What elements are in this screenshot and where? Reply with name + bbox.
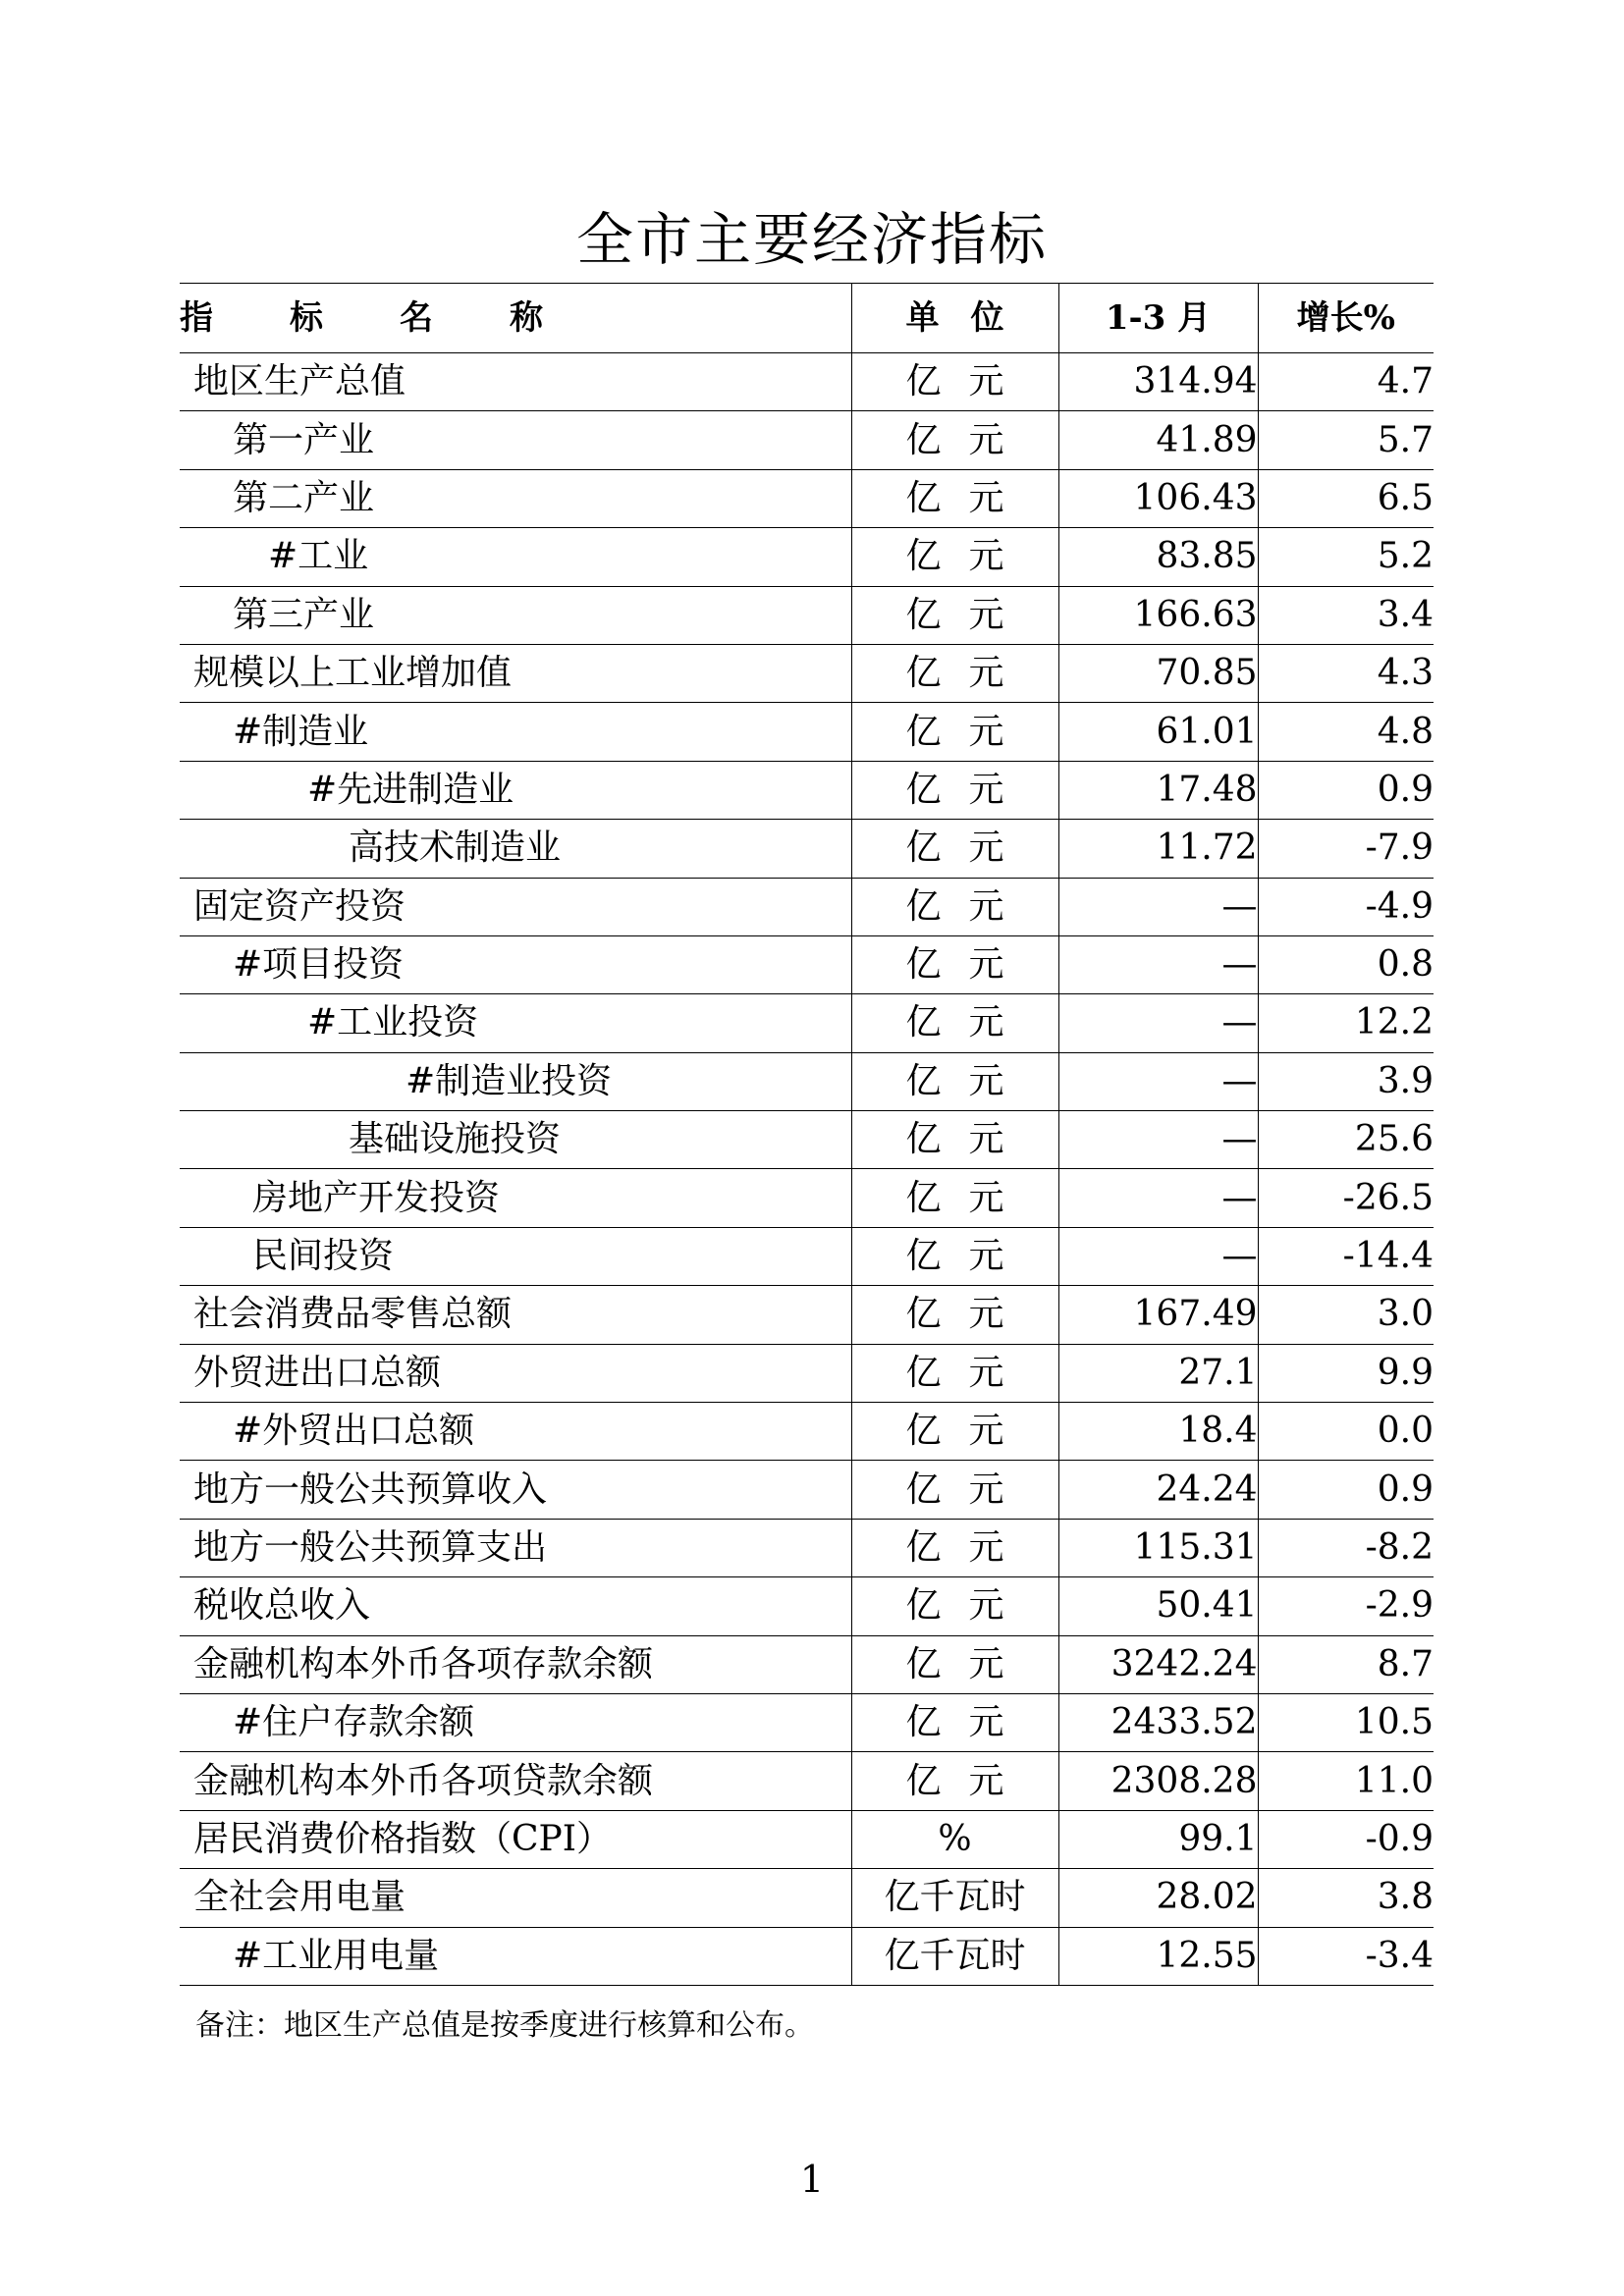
indicator-name: #先进制造业: [180, 761, 851, 819]
table-row: [180, 586, 1434, 644]
indicator-value: 12.55: [1058, 1927, 1258, 1985]
indicator-unit: 亿千瓦时: [851, 1927, 1058, 1985]
indicator-value: 314.94: [1058, 353, 1258, 411]
indicator-name: 第三产业: [180, 586, 851, 644]
indicator-unit: 亿千瓦时: [851, 1869, 1058, 1927]
indicator-unit: [851, 994, 1058, 1052]
indicator-unit: [851, 528, 1058, 586]
indicator-value: 18.4: [1058, 1403, 1258, 1461]
indicator-name: #制造业投资: [180, 1052, 851, 1110]
indicator-value: 11.72: [1058, 820, 1258, 878]
indicator-growth: 0.0: [1258, 1403, 1434, 1461]
indicator-name: #项目投资: [180, 935, 851, 993]
indicator-unit: [851, 1111, 1058, 1169]
table-row: [180, 878, 1434, 935]
table-row: [180, 1577, 1434, 1635]
table-row: [180, 411, 1434, 469]
table-row: [180, 1927, 1434, 1985]
indicator-name: #制造业: [180, 703, 851, 761]
indicator-value: —: [1058, 935, 1258, 993]
indicator-growth: -3.4: [1258, 1927, 1434, 1985]
indicator-growth: 3.4: [1258, 586, 1434, 644]
indicator-value: —: [1058, 1169, 1258, 1227]
indicator-unit: [851, 1344, 1058, 1402]
indicator-unit: [851, 644, 1058, 702]
unit-text: 亿元: [905, 944, 1032, 986]
indicator-unit: [851, 1752, 1058, 1810]
indicator-value: 17.48: [1058, 761, 1258, 819]
indicator-growth: 3.0: [1258, 1286, 1434, 1344]
header-unit: [851, 284, 1058, 353]
indicator-growth: -2.9: [1258, 1577, 1434, 1635]
unit-text: 亿元: [905, 1352, 1032, 1393]
table-row: [180, 469, 1434, 527]
indicator-growth: -4.9: [1258, 878, 1434, 935]
indicator-unit: [851, 1403, 1058, 1461]
header-name-char: 名: [400, 298, 433, 338]
unit-text: 亿元: [905, 828, 1032, 869]
indicator-unit: [851, 1693, 1058, 1751]
indicator-unit: [851, 1635, 1058, 1693]
unit-text: 亿元: [905, 653, 1032, 694]
header-name-char: 标: [290, 298, 323, 338]
indicator-value: 28.02: [1058, 1869, 1258, 1927]
indicator-unit: [851, 820, 1058, 878]
indicator-value: 70.85: [1058, 644, 1258, 702]
indicator-unit: [851, 586, 1058, 644]
indicator-growth: 3.9: [1258, 1052, 1434, 1110]
indicator-value: 41.89: [1058, 411, 1258, 469]
header-name-char: 称: [510, 298, 543, 338]
indicator-name: 金融机构本外币各项贷款余额: [180, 1752, 851, 1810]
indicator-unit: [851, 1227, 1058, 1285]
indicator-unit: %: [851, 1810, 1058, 1868]
unit-text: 亿元: [905, 1236, 1032, 1277]
unit-text: 亿元: [905, 1760, 1032, 1801]
table-row: [180, 1810, 1434, 1868]
indicator-growth: 0.8: [1258, 935, 1434, 993]
unit-text: 亿元: [905, 594, 1032, 635]
table-row: [180, 761, 1434, 819]
table-row: [180, 1169, 1434, 1227]
table-row: [180, 994, 1434, 1052]
indicator-value: 50.41: [1058, 1577, 1258, 1635]
table-row: [180, 1693, 1434, 1751]
indicator-value: —: [1058, 1052, 1258, 1110]
indicator-value: 115.31: [1058, 1519, 1258, 1576]
indicator-value: —: [1058, 878, 1258, 935]
table-row: [180, 528, 1434, 586]
indicator-name: #工业用电量: [180, 1927, 851, 1985]
indicator-value: 166.63: [1058, 586, 1258, 644]
indicator-growth: 3.8: [1258, 1869, 1434, 1927]
indicator-growth: -26.5: [1258, 1169, 1434, 1227]
indicator-growth: -0.9: [1258, 1810, 1434, 1868]
indicator-unit: [851, 1052, 1058, 1110]
indicator-growth: 0.9: [1258, 1461, 1434, 1519]
indicator-unit: [851, 703, 1058, 761]
indicator-name: 固定资产投资: [180, 878, 851, 935]
unit-text: 亿元: [905, 1468, 1032, 1510]
unit-text: 亿元: [905, 1294, 1032, 1335]
table-row: [180, 1052, 1434, 1110]
unit-text: 亿元: [905, 1002, 1032, 1043]
table-row: [180, 1111, 1434, 1169]
indicator-growth: 25.6: [1258, 1111, 1434, 1169]
table-row: [180, 644, 1434, 702]
indicator-name: 民间投资: [180, 1227, 851, 1285]
unit-text: 亿元: [905, 1411, 1032, 1452]
indicator-name: #住户存款余额: [180, 1693, 851, 1751]
indicator-name: 外贸进出口总额: [180, 1344, 851, 1402]
table-row: [180, 1519, 1434, 1576]
table-row: [180, 1227, 1434, 1285]
indicator-name: #外贸出口总额: [180, 1403, 851, 1461]
indicator-value: 99.1: [1058, 1810, 1258, 1868]
footnote: 备注：地区生产总值是按季度进行核算和公布。: [195, 2008, 814, 2043]
indicator-value: 83.85: [1058, 528, 1258, 586]
indicator-name: 基础设施投资: [180, 1111, 851, 1169]
indicator-value: 61.01: [1058, 703, 1258, 761]
indicator-unit: [851, 1169, 1058, 1227]
indicator-name: 地方一般公共预算收入: [180, 1461, 851, 1519]
indicator-value: 106.43: [1058, 469, 1258, 527]
indicator-growth: 9.9: [1258, 1344, 1434, 1402]
indicator-unit: [851, 761, 1058, 819]
unit-text: 亿元: [905, 1060, 1032, 1101]
indicator-value: 2308.28: [1058, 1752, 1258, 1810]
indicator-growth: 4.8: [1258, 703, 1434, 761]
indicator-growth: -8.2: [1258, 1519, 1434, 1576]
header-period: 1-3 月: [1058, 284, 1258, 353]
header-growth: 增长%: [1258, 284, 1434, 353]
indicator-name: 居民消费价格指数（CPI）: [180, 1810, 851, 1868]
unit-text: 亿元: [905, 769, 1032, 810]
indicators-table: [180, 283, 1434, 1986]
indicator-unit: [851, 469, 1058, 527]
table-row: [180, 1344, 1434, 1402]
indicator-growth: 8.7: [1258, 1635, 1434, 1693]
indicator-growth: -14.4: [1258, 1227, 1434, 1285]
indicator-value: —: [1058, 1227, 1258, 1285]
indicator-name: 高技术制造业: [180, 820, 851, 878]
header-name-char: 指: [180, 298, 213, 338]
unit-text: 亿元: [905, 1527, 1032, 1568]
table-row: [180, 1635, 1434, 1693]
page-number: 1: [799, 2158, 825, 2201]
indicator-value: —: [1058, 994, 1258, 1052]
table-row: [180, 1286, 1434, 1344]
table-row: [180, 1461, 1434, 1519]
indicator-unit: [851, 411, 1058, 469]
indicator-unit: [851, 353, 1058, 411]
table-row: [180, 820, 1434, 878]
indicator-name: 规模以上工业增加值: [180, 644, 851, 702]
indicator-growth: 11.0: [1258, 1752, 1434, 1810]
unit-text: 亿元: [905, 1702, 1032, 1743]
indicator-value: 27.1: [1058, 1344, 1258, 1402]
indicator-value: 167.49: [1058, 1286, 1258, 1344]
indicator-growth: 5.2: [1258, 528, 1434, 586]
indicator-name: 税收总收入: [180, 1577, 851, 1635]
unit-text: 亿元: [905, 711, 1032, 752]
unit-text: 亿元: [905, 477, 1032, 518]
unit-text: 亿元: [905, 1119, 1032, 1160]
indicator-unit: [851, 1519, 1058, 1576]
unit-text: 亿元: [905, 1177, 1032, 1218]
indicator-name: 社会消费品零售总额: [180, 1286, 851, 1344]
table-row: [180, 703, 1434, 761]
unit-text: 亿元: [905, 419, 1032, 460]
unit-text: 亿元: [905, 885, 1032, 927]
indicator-growth: 5.7: [1258, 411, 1434, 469]
table-row: [180, 353, 1434, 411]
unit-text: 亿元: [905, 536, 1032, 577]
unit-text: 亿元: [905, 1585, 1032, 1627]
indicator-name: 地区生产总值: [180, 353, 851, 411]
indicator-name: 全社会用电量: [180, 1869, 851, 1927]
table-row: [180, 1752, 1434, 1810]
indicator-value: —: [1058, 1111, 1258, 1169]
indicator-growth: 6.5: [1258, 469, 1434, 527]
indicator-name: 第二产业: [180, 469, 851, 527]
header-indicator-name: [180, 284, 851, 353]
indicator-value: 3242.24: [1058, 1635, 1258, 1693]
indicator-growth: 4.3: [1258, 644, 1434, 702]
indicator-name: 金融机构本外币各项存款余额: [180, 1635, 851, 1693]
indicator-growth: -7.9: [1258, 820, 1434, 878]
indicator-unit: [851, 1577, 1058, 1635]
unit-text: 亿元: [905, 1643, 1032, 1684]
indicator-name: 第一产业: [180, 411, 851, 469]
indicator-name: 地方一般公共预算支出: [180, 1519, 851, 1576]
indicator-value: 2433.52: [1058, 1693, 1258, 1751]
indicator-growth: 10.5: [1258, 1693, 1434, 1751]
indicator-growth: 4.7: [1258, 353, 1434, 411]
indicator-name: 房地产开发投资: [180, 1169, 851, 1227]
indicator-growth: 12.2: [1258, 994, 1434, 1052]
table-header-row: [180, 284, 1434, 353]
indicator-value: 24.24: [1058, 1461, 1258, 1519]
indicator-unit: [851, 878, 1058, 935]
table-row: [180, 1869, 1434, 1927]
indicator-name: #工业投资: [180, 994, 851, 1052]
header-unit-char: 单: [905, 298, 940, 338]
indicator-unit: [851, 935, 1058, 993]
indicator-name: #工业: [180, 528, 851, 586]
header-unit-char: 位: [970, 298, 1004, 338]
indicator-unit: [851, 1461, 1058, 1519]
unit-text: 亿元: [905, 361, 1032, 402]
indicator-unit: [851, 1286, 1058, 1344]
page-title: 全市主要经济指标: [575, 206, 1048, 273]
table-row: [180, 935, 1434, 993]
indicator-growth: 0.9: [1258, 761, 1434, 819]
table-row: [180, 1403, 1434, 1461]
